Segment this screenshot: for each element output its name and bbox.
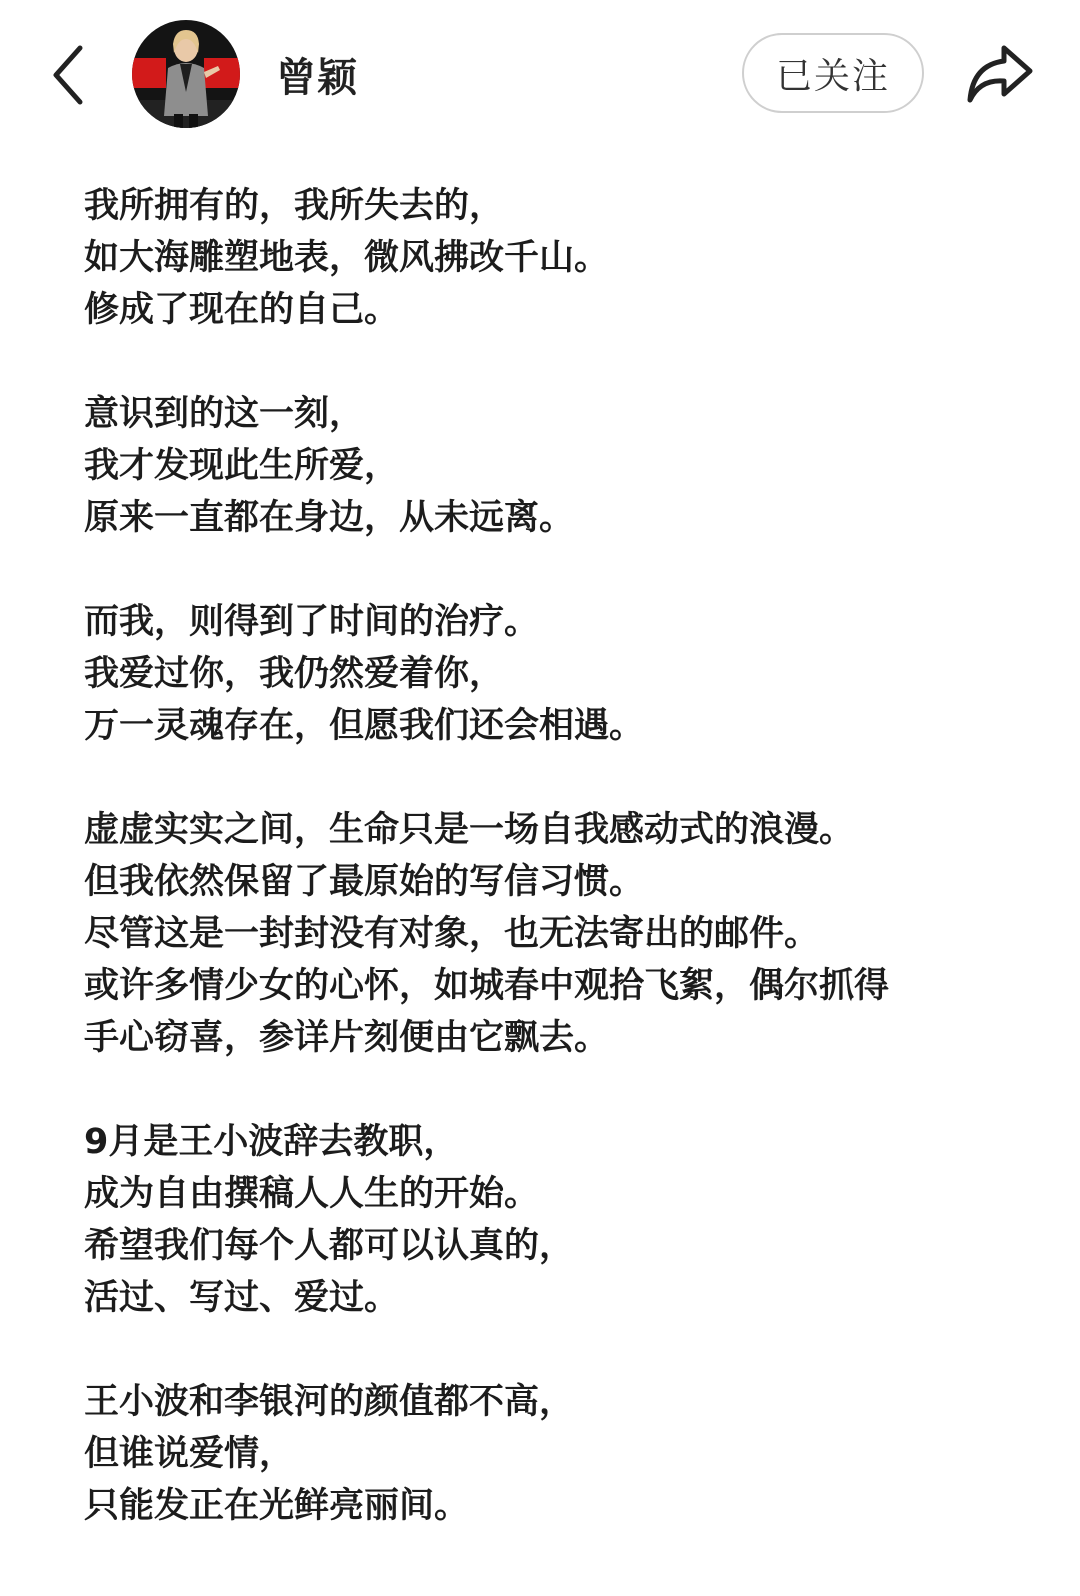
text-line: 或许多情少女的心怀，如城春中观拾飞絮，偶尔抓得 — [84, 966, 890, 1006]
avatar[interactable] — [132, 20, 240, 128]
text-line: 手心窃喜，参详片刻便由它飘去。 — [84, 1018, 610, 1058]
text-line: 成为自由撰稿人人生的开始。 — [84, 1174, 540, 1214]
text-line: 我爱过你，我仍然爱着你， — [84, 654, 505, 694]
username[interactable]: 曾颖 — [276, 55, 358, 101]
text-line: 而我，则得到了时间的治疗。 — [84, 602, 540, 642]
paragraph — [84, 1116, 1044, 1324]
chevron-left-icon — [44, 40, 94, 110]
share-arrow-icon — [964, 38, 1036, 108]
text-line: 活过、写过、爱过。 — [84, 1278, 400, 1318]
text-line: 希望我们每个人都可以认真的， — [84, 1226, 575, 1266]
text-line: 王小波和李银河的颜值都不高， — [84, 1382, 575, 1422]
text-line: 只能发正在光鲜亮丽间。 — [84, 1486, 470, 1526]
text-line: 虚虚实实之间，生命只是一场自我感动式的浪漫。 — [84, 810, 855, 850]
avatar-photo — [132, 20, 240, 128]
text-line: 我所拥有的，我所失去的， — [84, 186, 505, 226]
paragraph — [84, 804, 1044, 1064]
text-line: 修成了现在的自己。 — [84, 290, 400, 330]
paragraph — [84, 596, 1044, 752]
follow-button[interactable]: 已关注 — [742, 33, 924, 113]
text-line: 意识到的这一刻， — [84, 394, 365, 434]
paragraph — [84, 180, 1044, 336]
top-bar — [0, 0, 1080, 150]
back-button[interactable] — [44, 40, 94, 110]
paragraph — [84, 388, 1044, 544]
text-line: 但谁说爱情， — [84, 1434, 295, 1474]
text-line: 但我依然保留了最原始的写信习惯。 — [84, 862, 645, 902]
share-button[interactable] — [964, 38, 1036, 108]
text-line: 如大海雕塑地表，微风拂改千山。 — [84, 238, 610, 278]
text-line: 万一灵魂存在，但愿我们还会相遇。 — [84, 706, 645, 746]
text-line: 尽管这是一封封没有对象，也无法寄出的邮件。 — [84, 914, 820, 954]
paragraph — [84, 1376, 1044, 1532]
text-line: 9月是王小波辞去教职， — [84, 1122, 459, 1162]
text-line: 原来一直都在身边，从未远离。 — [84, 498, 575, 538]
post-body — [84, 180, 1044, 1584]
text-line: 我才发现此生所爱， — [84, 446, 400, 486]
